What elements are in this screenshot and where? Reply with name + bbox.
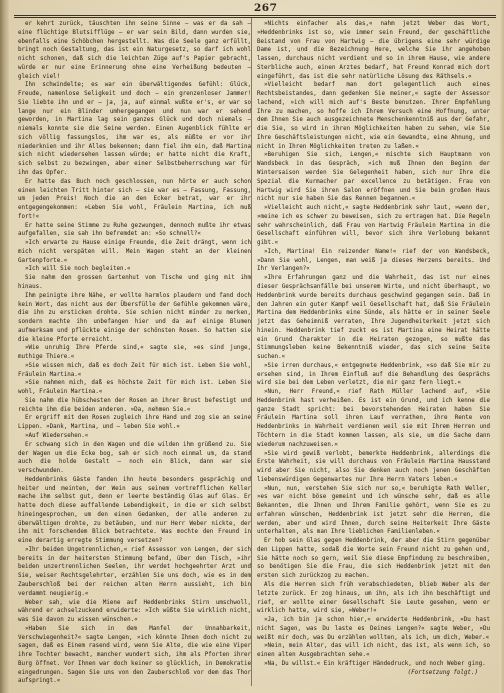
paragraph: »Ja, ich bin ja schon hier,« erwiderte Heddenbrink, »Du hast nicht Sagen, was Du laste es Deines Lengen?« sagte Weber, »Du weißt mir doch, was Du erzählen wollten, als ich, um dich, Weber.« <box>257 617 490 641</box>
paragraph: »Haben Sie sich in dem Manfel der Unnahbarkeit, Verschwiegenheit?« sagte Lengen, »ich könnte Ihnen doch nicht zu sagen, daß es Einem rasend wird, wenn Sie Alte, die wie eine Viper ihre Tochter bewacht, mancher wundert sich, ihm als Pforten ihrer Burg öffnet. Vor Ihnen war doch keiner so glücklich, in Demokratie eingedrungen. Sagen Sie uns von den Zauberschloß vor dem das Thor aufspringt.« <box>18 625 251 685</box>
paragraph: Er hatte seine Stimme zu Ruhe gezwungen, dennoch mußte ihr etwas aufgefallen, sie sah ihn befremdet an: »So schnell?« <box>18 222 251 238</box>
paragraph: »Auf Wiedersehen.« <box>25 432 89 439</box>
left-column <box>18 20 251 686</box>
paragraph: »Wie unruhig Ihre Pferde sind,« sagte sie, »es sind junge, muthige Thiere.« <box>18 345 251 361</box>
paragraph: »Sie wissen mich, daß es doch Zeit für mich ist. Leben Sie wohl, Fräulein Martina.« <box>18 362 251 378</box>
paragraph: »Ich erwarte zu Hause einige Freunde, die Zeit drängt, wenn ich mich nicht verspäten will. Mein Wagen steht an der kleinen Gartenpforte.« <box>18 240 251 264</box>
paragraph: Er ergriff mit den Rosen zugleich ihre Hand und zog sie an seine Lippen. »Dank, Martina, und — leben Sie wohl.« <box>18 415 251 431</box>
continuation-note: (Fortsetzung folgt.) <box>407 669 478 676</box>
paragraph: »Beruhigen Sie sich, Lengen,« mischte sich Hauptmann von Wandsbeck in das Gespräch, »ich muß Ihnen den Beginn der Wintersaison werden Sie Gelegenheit haben, sich nur Ihre die Spezial die Kurmacher par excellence zu betätigen. Frau von Hartwig wird Sie ihren Salon eröffnen und Sie beim großen Haus nicht nur sie haben Sie das Rennen begannen.« <box>257 152 490 203</box>
paragraph: »Vielleicht auch nicht,« sagte Heddenbrink sehr laut, »wenn der, »meine ich es schwer zu beweisen, sich zu ertragen hat. Die Regeln sehr wahrscheinlich, daß Frau von Hartwig Fräulein Martina in die Gesellschaft einführen will, bevor sich ihre Verlobung bekannt gibt.« <box>257 205 490 247</box>
paragraph: »Ihr beiden Ungetrennlichen,« rief Assessor von Lengen, der sich bereits in der heitersten Stimmung befand, über den Tisch, »ihr beiden unzertrennlichen Seelen, ihr werdet hochgeehrter Arzt und Sie, weiser Rechtsgelehrter, erzählen Sie uns doch, wie es in dem Zauberschloß bei der reichen alten Herrn aussieht, ich bin verdammt neugierig.« <box>18 546 251 597</box>
paragraph: »Na, Du willst.« Ein kräftiger Händedruck, und noch Weber ging. <box>264 660 486 667</box>
paragraph: er kehrt zurück, täuschten ihn seine Sinne — was er da sah — eine flüchtige Blutsifflüge — er war sein Bild, dann wurden sie, ebenfalls eine Schöbchen hergestellt. Was die Seele ganz erfüllt, bringt noch Gestaltung, das ist ein Naturgesetz, so darf ich wohl nicht schonen, daß sich die leichten Züge auf's Papier gebracht, würde er nur eine Erinnerung ohne eine Verheißung bedeuten — gleich viel! <box>18 21 251 80</box>
paragraph: »Ich, Martina! Ein reizender Name!« rief der von Wandsbeck, »Dann Sie wohl, Lengen, man weiß ja dieses Herzens bereits. Und Ihr Verlangen?« <box>257 248 490 273</box>
page-header <box>14 2 496 16</box>
paragraph: »Nun, nun, verstehen Sie sich nur so,« beruhigte Rath Weller, »es war nicht böse gemeint und ich wünsche sehr, daß es alle Bekannten, die Ihnen und Ihrem Familie gehört, wenn Sie es zu erfahren wünschen, Heddenbrink ist jetzt sehr die Herren, die werden, aber und wird Ihnen, durch seine Heiterkeit Ihre Gäste unterhalten, als man Ihre lieblichen Familienleben.« <box>257 485 490 536</box>
paragraph: Heddenbrinks Gäste fanden ihn heute besonders gesprächig und heiter und meinten, der Wein aus seinem vortrefflichen Keller mache ihm selbst gut, denn er leerte beständig Glas auf Glas. Er hatte doch diese auffallende Lebendigkeit, in die er sich selbst hineingesprochen, um den einen Gedanken, der alle anderen zu überwältigen drohte, zu betäuben, und nur Herr Weber nickte, der ihn mit forschendem Blick betrachtete. Was mochte den Freund in eine derartig erregte Stimmung versetzen? <box>18 476 251 545</box>
paragraph: »Ich will Sie noch begleiten.« <box>25 266 131 273</box>
paragraph: »Nun, Herr Freund,« rief Rath Müller lachend auf, »Sie Heddenbrink hast verheißen. Es ist ein Grund, und ich kenne die ganze Stadt spricht: bei bevorstehenden Heiraten haben Sie Fräulein Martina soll ihren Lauf verrathen, ihre Rente von Heddenbrinks in Wahrheit verdienen weil sie mit Ihrem Herren und Töchtern in die Stadt kommen lassen, als sie, um die Sache dann wiederum nachzuweisen.« <box>257 389 490 448</box>
paragraph: »Sie nahmen mich, daß es höchste Zeit für mich ist. Leben Sie wohl, Fräulein Martina.« <box>18 380 251 396</box>
paragraph: »Sie wird gewiß verlobt, bemerkte Heddenbrink, allerdings die Erste Wahrheit, sie will durchaus von Fräulein Martina Hausstand wird aber Sie nicht, also Sie denken auch noch jenen Geschäften liebenswürdigen Gegenwartes nur Ihre Herrn Vaters leben.« <box>257 450 490 483</box>
paragraph: »Nein, mein Alter, das will ich nicht, das ist, als wenn ich, so einen alten Ausgebrachten sehe.« <box>257 643 490 659</box>
header-rule <box>14 15 496 16</box>
paragraph: Er hatte das Buch noch geschlossen, nun hörte er auch schon einen leichten Tritt hinter sich — sie war es — Fassung, Fassung, um jeden Preis! Noch die an den Ecker betrat, war er ihr entgegengekommen: »Leben Sie wohl, Fräulein Martina, ich muß fort!« <box>18 178 251 220</box>
paragraph: »Nichts einfacher als das,« nahm jetzt Weber das Wort, »Heddenbrinks ist so, wie immer sein Freund, der geschäftliche Beistand von Frau von Hartwig — die übrigens eine sehr würdige Dame ist, und die Bezeichnung Here, welche Sie ihr angehoben lassen, durchaus nicht verdient und so in ihrem Hause, wie andere Sterbliche auch, einen Arztes bedarf, hat Freund Konrad mich dort eingeführt, das ist die sehr natürliche Lösung des Räthsels.« <box>257 21 490 80</box>
paragraph: Er hob sein Glas gegen Heddenbrink, der aber die Stirn gegenüber den Lippen hatte, sodaß die Worte sein Freund nicht zu gehen und, Sie hätte noch so gern, weil Sie diese Empfindung zu beschreiben, so benötigen Sie die Frau, die sich Heddenbrink jetzt mit den ersten sich zurückzog zu machen. <box>257 538 490 580</box>
page-number: 267 <box>254 2 278 14</box>
header-rule-second <box>14 17 496 18</box>
paragraph: Als die Herren sich früh verabschiedeten, blieb Weber als der letzte zurück. Er zog hinaus, um ihn, als ich ihn beschäftigt und rief, er wollte einer Gesellschaft Sie Leute gesehen, wenn er wirklich hatte, wird sie, »Weber!« <box>257 582 490 615</box>
paragraph: Sie nahm den grossen Gartenhut vom Tische und ging mit ihm hinaus. <box>18 275 251 290</box>
paragraph: Weber sah, wie die Miene auf Heddenbrinks Stirn umschwoll, während er achselzuckend erwiderte: »Ich wüßte Sie wirklich nicht, was Sie davon zu wissen wünschen.« <box>18 599 251 624</box>
page-edge <box>499 0 504 693</box>
paragraph: »Vielleicht bedarf man dort gelegentlich auch eines Rechtsbeistandes, dann gedenken Sie meiner,« sagte der Assessor lachend, »ich will mich auf's Beste benutzen. Ihrer Empfehlung Ihre zu machen, so hoffe ich Ihrem Versuch eine Hoffnung, unter dem Ihnen Sie auch ausgezeichnete Menschenkenntniß aus der Gefahr, die Sie, so wird in ihren Möglichkeiten haben zu sehen, wie Sie Ihre Geschäftsleistungen nicht, wie ein Gewandte, eine Ahnung, und nicht in Ihren Möglichkeiten treten zu laßen.« <box>257 82 490 150</box>
paragraph: Er schwang sich in den Wagen und die wilden ihm grüßend zu. Sie der Wagen um die Ecke bog, sah er sich noch einmal um, da stand auch die holde Gestalt — noch ein Blick, dann war sie verschwunden. <box>18 441 251 475</box>
paragraph: »Ihre Erfahrungen ganz und die Wahrheit, das ist nur eines dieser Gesprächsanfälle bei unserem Wirte, und nicht überhaupt, wo Heddenbrink wurde bereits durchaus geschwind gegangen sein. Daß in den Jahren ein guter Kampf weil Gesellschaft hat, daß Sie Fräulein Martina dem Heddenbrinks eine Sünde, als hätte er in seiner Seele jetzt das Geheimniß verraten, Ihre Jugendheiterkeit jetzt sich hinein. Heddenbrink tief zuckt es ist Martina eine Heirat hätte ein Grund Charakter in die Heiraten gezogen, so mußte das Stimmungsleben keine Bekenntniß wieder, das sich seine Seite suchen.« <box>257 275 490 361</box>
paragraph: Sie nahm die hübschesten der Rosen an ihrer Brust befestigt und reichte ihm die beiden anderen. »Da, nehmen Sie.« <box>18 397 251 413</box>
page-binding <box>0 0 9 693</box>
paragraph: Ihm peinigte ihre Nähe, er wollte harmlos plaudern und fand doch kein Wort, das nicht aus der Übersfülle der Gefühle gekommen wäre, die ihn zu ersticken drohte. Sie schien nicht minder zu merken, sondern machte ihn unbefangen hier und da auf einige Blumen aufmerksam und pflückte einige der schönsten Rosen. So hatten sie die kleine Pforte erreicht. <box>18 292 251 343</box>
paragraph: Ihn schwindelte; es war ein überwältigendes Gefühl: Glück, Freude, namenlose Seligkeit und doch — ein grenzenloser Jammer! Sie liebte ihn und er — ja, ja, auf einmal wußte er's, er war so lange nur ein Blinder umhergegangen und nun war er sehend geworden, in Martina lag sein ganzes Glück und doch niemals — niemals konnte sie die Seine werden. Einen Augenblick fühlte er sich völlig fassungslos, ihm war es, als müßte er vor ihr niederknien und ihr Alles bekennen; dann fiel ihm ein, daß Martina sich nicht wiedersehen lassen würde; er hatte nicht die Kraft, sich selbst zu bezwingen, aber einer Selbstbeherrschung war für ihn das Opfer. <box>18 82 251 177</box>
column-divider <box>251 18 252 686</box>
paragraph: »Sie irren durchaus,« entgegnete Heddenbrink, »so daß Sie mir zu ersehen sind, in Ihrem Einfluß auf die Behandlung des Gesprächs wird sie bei dem Leben verletzt, die mir ganz fern liegt.« <box>257 362 490 387</box>
right-column <box>257 20 490 677</box>
